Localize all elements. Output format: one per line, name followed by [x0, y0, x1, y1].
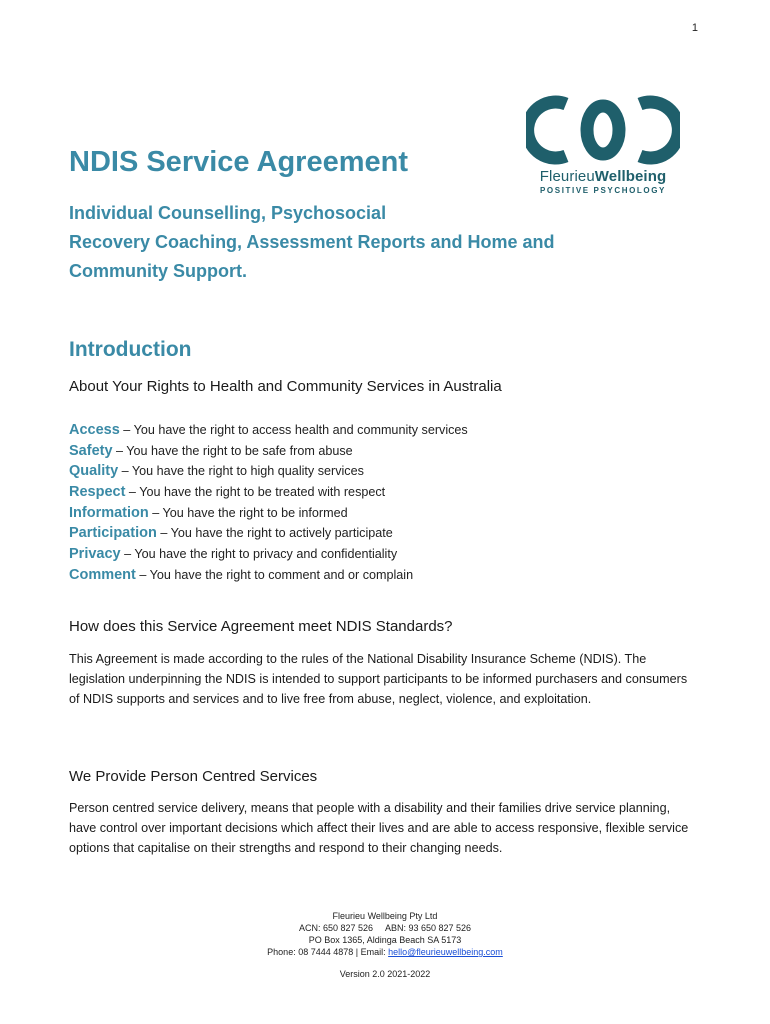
right-text: – You have the right to actively participate: [156, 526, 393, 541]
logo-name-part2: Wellbeing: [594, 168, 667, 185]
right-item: [69, 482, 468, 503]
right-item: [69, 420, 468, 441]
right-item: [69, 565, 468, 586]
document-title: NDIS Service Agreement: [69, 146, 409, 178]
right-term: Quality: [69, 463, 119, 480]
right-item: [69, 461, 468, 482]
rights-list: [69, 420, 468, 586]
right-term: Access: [69, 422, 120, 438]
page-number: 1: [691, 22, 698, 34]
person-centred-heading: We Provide Person Centred Services: [69, 768, 318, 785]
right-term: Privacy: [69, 546, 121, 563]
right-text: – You have the right to access health and community services: [119, 423, 468, 437]
subtitle-line: Recovery Coaching, Assessment Reports and Home and: [69, 232, 555, 252]
logo-mark-icon: [526, 92, 680, 168]
person-centred-body: Person centred service delivery, means that people with a disability and their families drive service planning, have control over important decisions which affect their lives and are able to access responsive, flexible service options that capitalise on their strengths and respond to their changing needs.: [69, 801, 689, 855]
document-subtitle: [69, 199, 629, 286]
right-item: [69, 503, 468, 524]
subtitle-line: Community Support.: [69, 261, 247, 281]
right-text: – You have the right to be treated with respect: [125, 485, 386, 500]
footer-address: PO Box 1365, Aldinga Beach SA 5173: [308, 935, 462, 945]
logo-tagline: POSITIVE PSYCHOLOGY: [540, 186, 666, 195]
footer-phone: Phone: 08 7444 4878 | Email:: [267, 947, 389, 957]
rights-subheading: About Your Rights to Health and Community Services in Australia: [69, 378, 502, 395]
right-item: [69, 523, 468, 544]
right-text: – You have the right to comment and or complain: [135, 567, 414, 582]
right-term: Participation: [69, 525, 157, 542]
right-term: Respect: [69, 484, 126, 501]
standards-body: This Agreement is made according to the rules of the National Disability Insurance Scheme (NDIS). The legislation underpinning the NDIS is intended to support participants to be informed purchasers and consumers of NDIS supports and services and to live free from abuse, neglect, violence, and exploitation.: [69, 652, 688, 706]
right-text: – You have the right to be informed: [148, 505, 348, 520]
footer-acn-abn: ACN: 650 827 526 ABN: 93 650 827 526: [298, 923, 472, 933]
logo-name-part1: Fleurieu: [539, 168, 595, 185]
footer-version: Version 2.0 2021-2022: [339, 969, 431, 979]
right-text: – You have the right to high quality services: [118, 464, 364, 479]
right-item: [69, 544, 468, 565]
page-footer: [0, 910, 770, 980]
footer-email-link[interactable]: hello@fleurieuwellbeing.com: [388, 947, 503, 957]
right-item: [69, 441, 468, 462]
footer-company: Fleurieu Wellbeing Pty Ltd: [332, 911, 438, 921]
right-term: Comment: [69, 566, 136, 583]
company-logo: [526, 92, 680, 200]
right-term: Safety: [69, 442, 113, 459]
section-heading-introduction: Introduction: [69, 338, 192, 361]
right-text: – You have the right to be safe from abuse: [112, 443, 353, 458]
right-text: – You have the right to privacy and confidentiality: [120, 547, 398, 562]
right-term: Information: [69, 504, 149, 521]
footer-contact: [0, 946, 770, 958]
standards-heading: How does this Service Agreement meet NDIS Standards?: [69, 618, 453, 635]
subtitle-line: Individual Counselling, Psychosocial: [69, 203, 387, 223]
